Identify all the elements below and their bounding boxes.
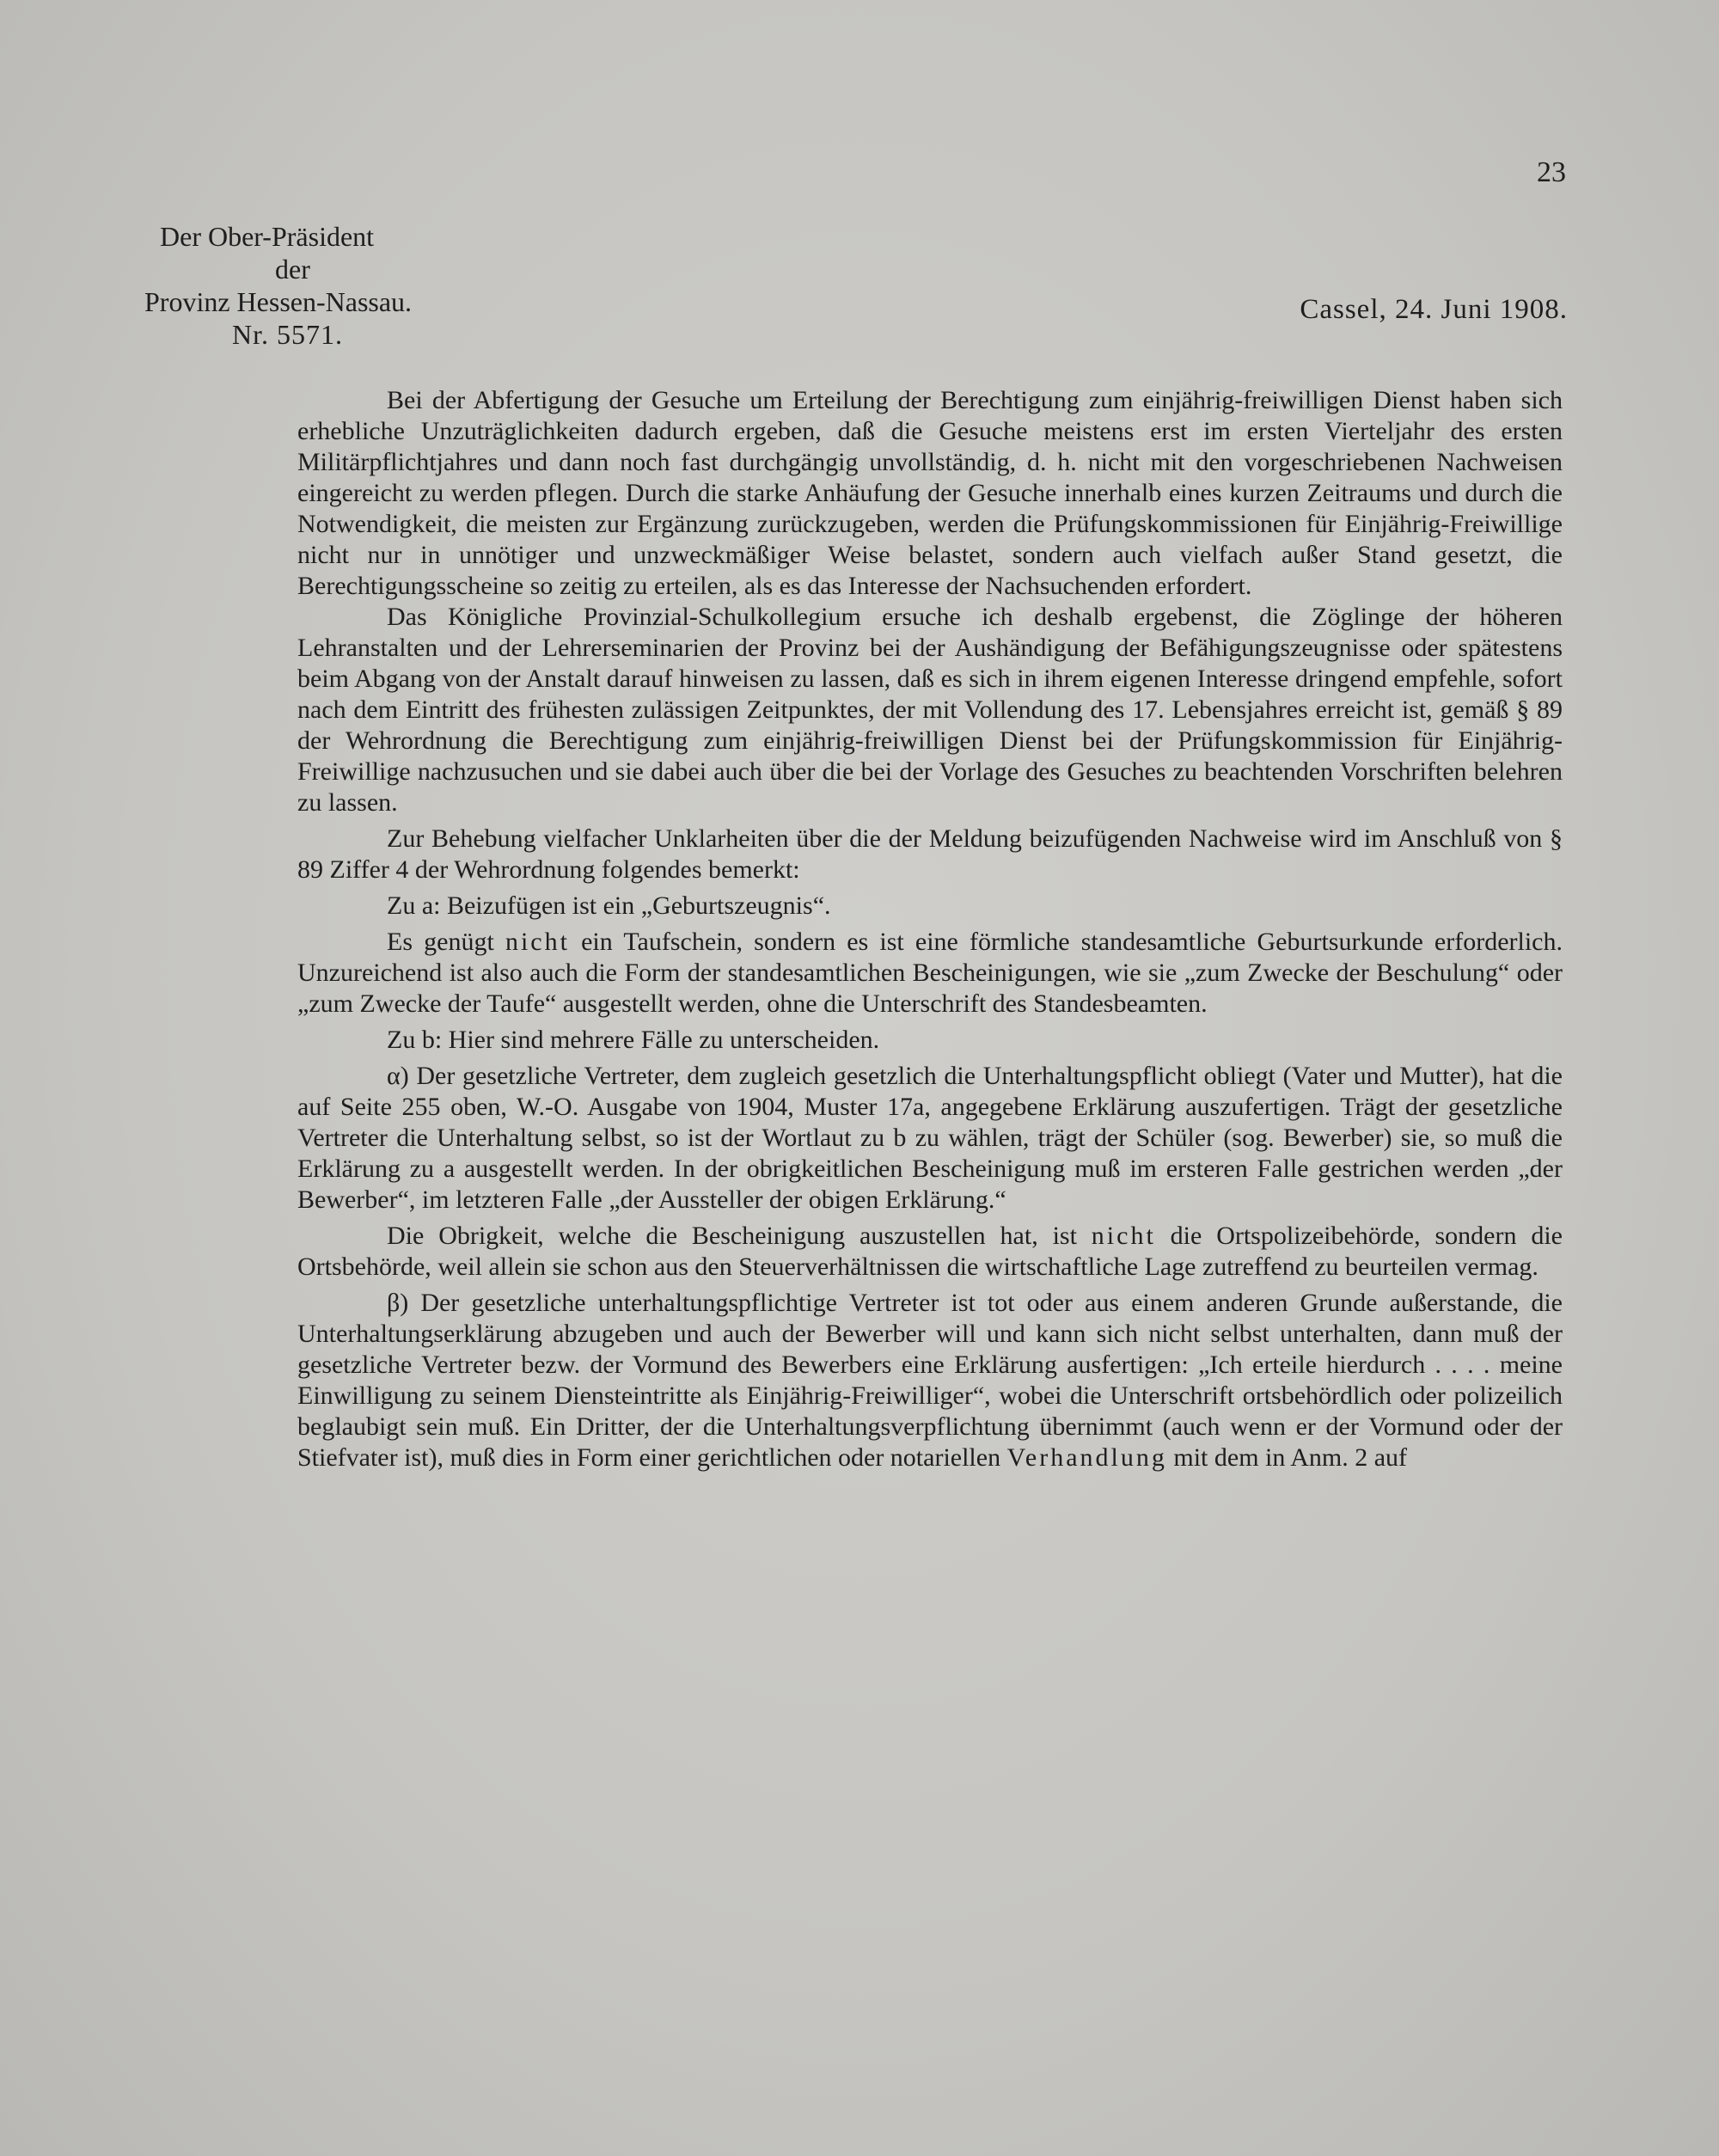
letter-body	[297, 385, 1563, 1473]
text-run: β) Der gesetzliche unterhaltungspflichtige Vertreter ist tot oder aus einem anderen Grunde außerstande, die Unterhaltungserklärung abzugeben und auch der Bewerber will und kann sich nicht selbst unterhalten, dann muß der gesetzliche Vertreter bezw. der Vormund des Bewerbers eine Erklärung ausfertigen: „Ich erteile hierdurch . . . . meine Einwilligung zu seinem Diensteintritte als Einjährig-Freiwilliger“, wobei die Unterschrift ortsbehördlich oder polizeilich beglaubigt sein muß. Ein Dritter, der die Unterhaltungsverpflichtung übernimmt (auch wenn er der Vormund oder der Stiefvater ist), muß dies in Form einer gerichtlichen oder notariellen	[297, 1289, 1563, 1472]
paragraph-2: Das Königliche Provinzial-Schulkollegium ersuche ich deshalb ergebenst, die Zöglinge der höheren Lehranstalten und der Lehrerseminarien der Provinz bei der Aushändigung der Befähigungszeugnisse oder spätestens beim Abgang von der Anstalt darauf hinweisen zu lassen, daß es sich in ihrem eigenen Interesse dringend empfehle, sofort nach dem Eintritt des frühesten zulässigen Zeitpunktes, der mit Vollendung des 17. Lebensjahres erreicht ist, gemäß § 89 der Wehrordnung die Berechtigung zum einjährig-freiwilligen Dienst bei der Prüfungskommission für Einjährig-Freiwillige nachzusuchen und sie dabei auch über die bei der Vorlage des Gesuches zu beachtenden Vorschriften belehren zu lassen.	[297, 603, 1563, 817]
text-run: die Ortspolizeibehörde, sondern die Ortsbehörde, weil allein sie schon aus den Steuerverhältnissen die wirtschaftliche Lage zutreffend zu beurteilen vermag.	[297, 1222, 1563, 1281]
page-number: 23	[1537, 156, 1566, 188]
text-run: mit dem in Anm. 2 auf	[1166, 1443, 1408, 1472]
text-run: Es genügt	[387, 928, 505, 956]
paragraph-3: Zur Behebung vielfacher Unklarheiten über die der Meldung beizufügenden Nachweise wird im Anschluß von § 89 Ziffer 4 der Wehrordnung folgendes bemerkt:	[297, 824, 1563, 884]
paragraph-1: Bei der Abfertigung der Gesuche um Erteilung der Berechtigung zum einjährig-freiwilligen Dienst haben sich erhebliche Unzuträglichkeiten dadurch ergeben, daß die Gesuche meistens erst im ersten Vierteljahr des ersten Militärpflichtjahres und dann noch fast durchgängig unvollständig, d. h. nicht mit den vorgeschriebenen Nachweisen eingereicht zu werden pflegen. Durch die starke Anhäufung der Gesuche innerhalb eines kurzen Zeitraums und durch die Notwendigkeit, die meisten zur Ergänzung zurückzugeben, werden die Prüfungskommissionen für Einjährig-Freiwillige nicht nur in unnötiger und unzweckmäßiger Weise belastet, sondern auch vielfach außer Stand gesetzt, die Berechtigungsscheine so zeitig zu erteilen, als es das Interesse der Nachsuchenden erfordert.	[297, 386, 1563, 600]
paragraph-zu-a: Zu a: Beizufügen ist ein „Geburtszeugnis“.	[387, 891, 831, 920]
paragraph-zu-b: Zu b: Hier sind mehrere Fälle zu unterscheiden.	[387, 1026, 880, 1054]
emphasis-spaced: nicht	[505, 928, 570, 956]
sender-title: Der Ober-Präsident	[160, 221, 375, 252]
emphasis-spaced: Verhandlung	[1006, 1443, 1167, 1472]
paragraph-beta	[297, 1288, 1563, 1473]
text-run: ein Taufschein, sondern es ist eine förmliche standesamtliche Geburtsurkunde erforderlich. Unzureichend ist also auch die Form der standesamtlichen Bescheinigungen, wie sie „zum Zwecke der Beschulung“ oder „zum Zwecke der Taufe“ ausgestellt werden, ohne die Unterschrift des Standesbeamten.	[297, 928, 1563, 1018]
reference-number: Nr. 5571.	[232, 319, 343, 350]
paragraph-obrigkeit	[297, 1221, 1563, 1283]
paragraph-5	[297, 927, 1563, 1020]
sender-province: Provinz Hessen-Nassau.	[144, 286, 413, 317]
paragraph-alpha: α) Der gesetzliche Vertreter, dem zugleich gesetzlich die Unterhaltungspflicht obliegt (Vater und Mutter), hat die auf Seite 255 oben, W.-O. Ausgabe von 1904, Muster 17a, angegebene Erklärung auszufertigen. Trägt der gesetzliche Vertreter die Unterhaltung selbst, so ist der Wortlaut zu b zu wählen, trägt der Schüler (sog. Bewerber) sie, so muß die Erklärung zu a ausgestellt werden. In der obrigkeitlichen Bescheinigung muß im ersteren Falle gestrichen werden „der Bewerber“, im letzteren Falle „der Aussteller der obigen Erklärung.“	[297, 1062, 1563, 1214]
sender-der: der	[275, 254, 310, 285]
text-run: Die Obrigkeit, welche die Bescheinigung auszustellen hat, ist	[387, 1222, 1092, 1250]
sender-block	[129, 220, 490, 351]
place-date: Cassel, 24. Juni 1908.	[1300, 294, 1568, 325]
emphasis-spaced: nicht	[1091, 1222, 1156, 1250]
